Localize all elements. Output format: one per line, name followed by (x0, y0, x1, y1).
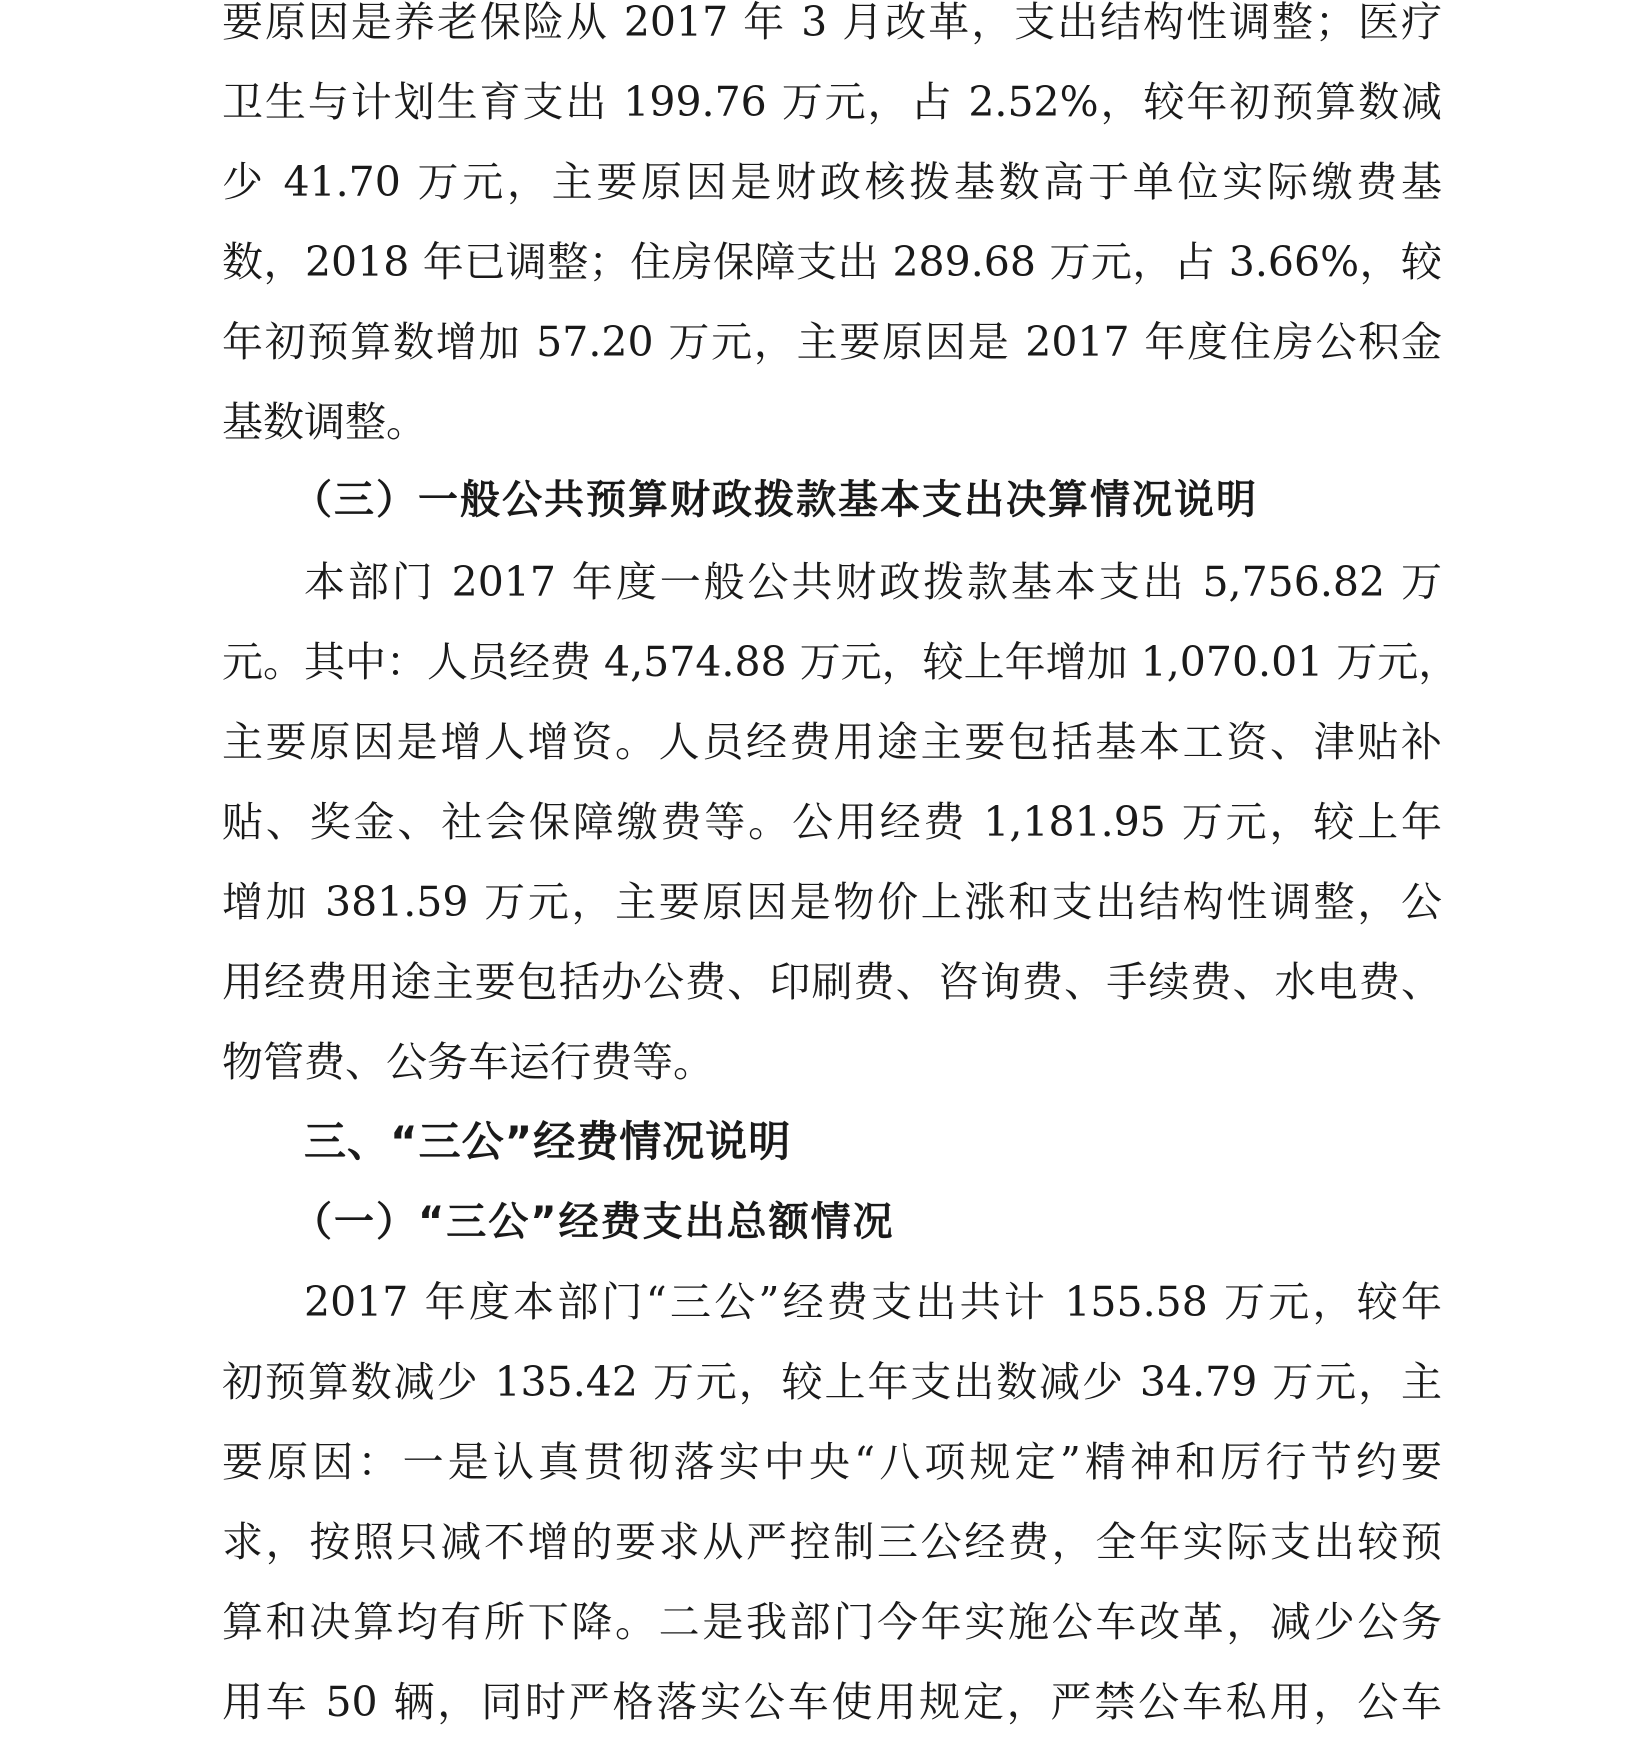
body-text-line: 用经费用途主要包括办公费、印刷费、咨询费、手续费、水电费、 (222, 958, 1442, 1006)
body-text-line: 基数调整。 (222, 398, 427, 446)
section-subheading: （三）一般公共预算财政拨款基本支出决算情况说明 (292, 477, 1258, 523)
body-text-line: 贴、奖金、社会保障缴费等。公用经费 1,181.95 万元，较上年 (222, 798, 1442, 846)
body-text-line: 本部门 2017 年度一般公共财政拨款基本支出 5,756.82 万 (304, 558, 1442, 606)
section-heading: 三、“三公”经费情况说明 (304, 1117, 792, 1166)
section-subheading: （一）“三公”经费支出总额情况 (292, 1199, 895, 1245)
body-text-line: 少 41.70 万元，主要原因是财政核拨基数高于单位实际缴费基 (222, 158, 1442, 206)
body-text-line: 2017 年度本部门“三公”经费支出共计 155.58 万元，较年 (304, 1278, 1442, 1326)
body-text-line: 初预算数减少 135.42 万元，较上年支出数减少 34.79 万元，主 (222, 1358, 1442, 1406)
body-text-line: 元。其中：人员经费 4,574.88 万元，较上年增加 1,070.01 万元， (222, 638, 1460, 686)
body-text-line: 要原因：一是认真贯彻落实中央“八项规定”精神和厉行节约要 (222, 1438, 1442, 1486)
body-text-line: 算和决算均有所下降。二是我部门今年实施公车改革，减少公务 (222, 1598, 1442, 1646)
body-text-line: 卫生与计划生育支出 199.76 万元，占 2.52%，较年初预算数减 (222, 78, 1442, 126)
body-text-line: 用车 50 辆，同时严格落实公车使用规定，严禁公车私用，公车 (222, 1678, 1442, 1726)
body-text-line: 数，2018 年已调整；住房保障支出 289.68 万元，占 3.66%，较 (222, 238, 1442, 286)
body-text-line: 求，按照只减不增的要求从严控制三公经费，全年实际支出较预 (222, 1518, 1442, 1566)
body-text-line: 年初预算数增加 57.20 万元，主要原因是 2017 年度住房公积金 (222, 318, 1442, 366)
body-text-line: 增加 381.59 万元，主要原因是物价上涨和支出结构性调整，公 (222, 878, 1442, 926)
body-text-line: 主要原因是增人增资。人员经费用途主要包括基本工资、津贴补 (222, 718, 1442, 766)
body-text-line: 物管费、公务车运行费等。 (222, 1038, 714, 1086)
body-text-line: 要原因是养老保险从 2017 年 3 月改革，支出结构性调整；医疗 (222, 0, 1442, 46)
